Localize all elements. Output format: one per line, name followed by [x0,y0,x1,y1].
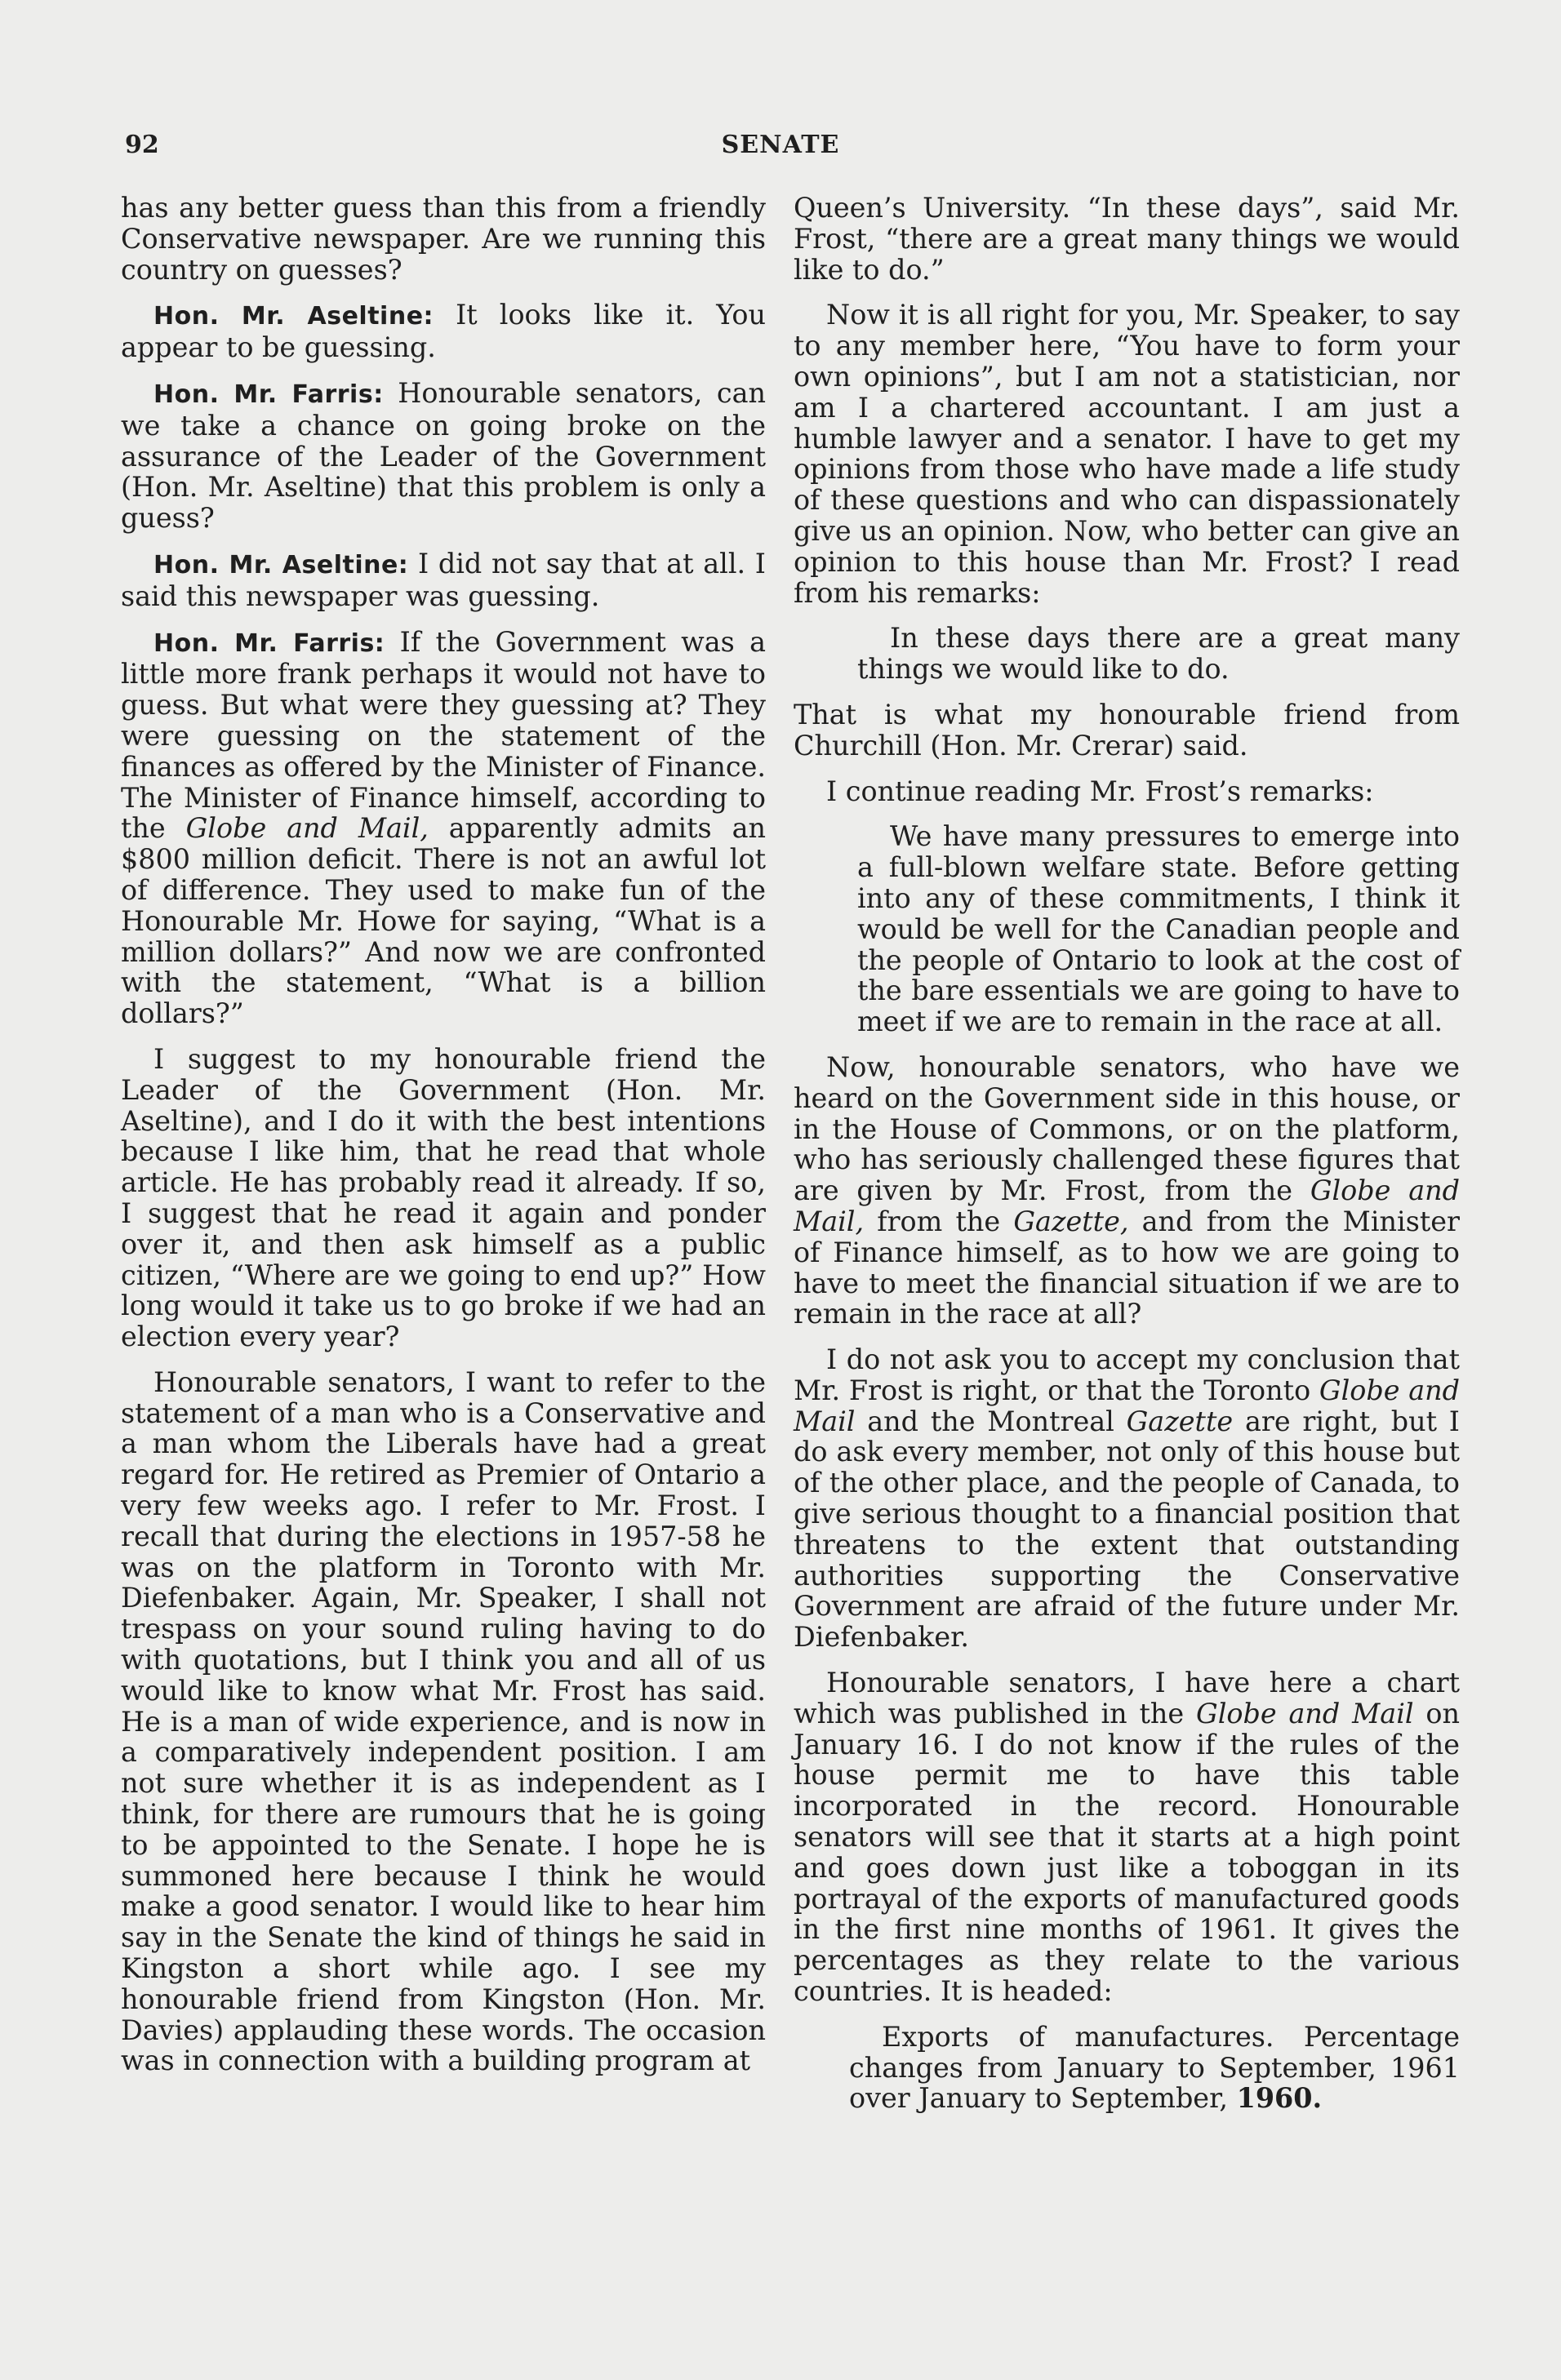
paragraph-text: I continue reading Mr. Frost’s remarks: [826,775,1374,807]
paragraph [121,193,766,285]
newspaper-title: Globe and Mail [1196,1697,1414,1729]
quote-year: 1960. [1236,2082,1323,2115]
table-heading-quote [849,2022,1460,2114]
page-header [0,131,1561,167]
speech-text: Honourable senators, can we take a chance on going broke on the assurance of the Leader of the Government (Hon. Mr. Aseltine) that this problem is only a guess? [121,376,767,535]
newspaper-title: Globe and Mail, [794,1174,1460,1237]
newspaper-title: Globe and Mail, [185,812,429,845]
speaker-name: Hon. Mr. Farris: [153,380,384,409]
paragraph [794,1344,1460,1653]
speaker-name: Hon. Mr. Farris: [153,628,385,658]
speech-farris-2 [121,627,766,1029]
paragraph [794,300,1460,608]
paragraph-text: and the Montreal [855,1405,1127,1437]
speech-farris-1 [121,378,766,534]
paragraph [794,193,1460,285]
paragraph-text: Now, honourable senators, who have we heard on the Government side in this house, or in the House of Commons, or on the platform, who has seriously challenged these figures that are given by Mr. Frost, from the [794,1050,1460,1207]
running-head: SENATE [721,131,840,159]
paragraph [121,1367,766,2076]
paragraph [121,1044,766,1352]
paragraph-text: That is what my honourable friend from Churchill (Hon. Mr. Crerar) said. [794,698,1460,762]
paragraph-text: from the [864,1205,1014,1237]
speaker-name: Hon. Mr. Aseltine: [153,302,434,331]
speech-aseltine-1 [121,300,766,363]
speech-text: It looks like it. You appear to be guessing. [121,299,766,364]
quote-text: Exports of manufactures. Percentage changes from January to September, 1961 over January to September, [849,2020,1460,2115]
paragraph-text: has any better guess than this from a friendly Conservative newspaper. Are we running this country on guesses? [121,192,766,286]
left-column [121,193,766,2076]
newspaper-title: Gazette [1126,1405,1234,1437]
speech-text: apparently admits an $800 million deficit. There is not an awful lot of difference. They used to make fun of the Honourable Mr. Howe for saying, “What is a million dollars?” And now we are confronted with the statement, “What is a billion dollars?” [121,812,766,1030]
newspaper-title: Gazette, [1013,1205,1129,1237]
paragraph [794,1667,1460,2007]
right-column [794,193,1460,2114]
paragraph-text: are right, but I do ask every member, not only of this house but of the other place, and the people of Canada, to give serious thought to a financial position that threatens to the extent that outstanding authorities supporting the Conservative Government are afraid of the future under Mr. Diefenbaker. [794,1405,1460,1654]
block-quote [857,821,1460,1037]
paragraph-text: Honourable senators, I have here a chart which was published in the [794,1667,1460,1729]
block-quote [857,623,1460,685]
paragraph-text: and from the Minister of Finance himself, as to how we are going to have to meet the financial situation if we are to remain in the race at all? [794,1205,1460,1330]
paragraph-text: on January 16. I do not know if the rules of the house permit me to have this table incorporated in the record. Honourable senators will see that it starts at a high point and goes down just like a toboggan in its portrayal of the exports of manufactured goods in the first nine months of 1961. It gives the percentages as they relate to the various countries. It is headed: [794,1697,1461,2008]
paragraph-text: Now it is all right for you, Mr. Speaker, to say to any member here, “You have to form your own opinions”, but I am not a statistician, nor am I a chartered accountant. I am just a humble lawyer and a senator. I have to get my opinions from those who have made a life study of these questions and who can dispassionately give us an opinion. Now, who better can give an opinion to this house than Mr. Frost? I read from his remarks: [794,299,1460,609]
paragraph [794,1052,1460,1330]
speech-text: I did not say that at all. I said this newspaper was guessing. [121,547,766,612]
page-number: 92 [125,131,159,159]
paragraph-text: Queen’s University. “In these days”, said Mr. Frost, “there are a great many things we would like to do.” [794,192,1460,286]
speaker-name: Hon. Mr. Aseltine: [153,550,409,579]
paragraph-text: I suggest to my honourable friend the Leader of the Government (Hon. Mr. Aseltine), and I do it with the best intentions because I like him, that he read that whole article. He has probably read it already. If so, I suggest that he read it again and ponder over it, and then ask himself as a public citizen, “Where are we going to end up?” How long would it take us to go broke if we had an election every year? [121,1042,766,1353]
paragraph-text: Honourable senators, I want to refer to the statement of a man who is a Conservative and a man whom the Liberals have had a great regard for. He retired as Premier of Ontario a very few weeks ago. I refer to Mr. Frost. I recall that during the elections in 1957-58 he was on the platform in Toronto with Mr. Diefenbaker. Again, Mr. Speaker, I shall not trespass on your sound ruling having to do with quotations, but I think you and all of us would like to know what Mr. Frost has said. He is a man of wide experience, and is now in a comparatively independent position. I am not sure whether it is as independent as I think, for there are rumours that he is going to be appointed to the Senate. I hope he is summoned here because I think he would make a good senator. I would like to hear him say in the Senate the kind of things he said in Kingston a short while ago. I see my honourable friend from Kingston (Hon. Mr. Davies) applauding these words. The occasion was in connection with a building program at [121,1365,766,2077]
paragraph [794,699,1460,762]
paragraph [794,776,1460,807]
quote-text: We have many pressures to emerge into a full-blown welfare state. Before getting into any of these commitments, I think it would be well for the Canadian people and the people of Ontario to look at the cost of the bare essentials we are going to have to meet if we are to remain in the race at all. [857,820,1460,1038]
newspaper-title: Globe and Mail [794,1374,1460,1437]
speech-text: If the Government was a little more frank perhaps it would not have to guess. But what were they guessing at? They were guessing on the statement of the finances as offered by the Minister of Finance. The Minister of Finance himself, according to the [121,625,766,845]
quote-text: In these days there are a great many things we would like to do. [857,622,1460,686]
speech-aseltine-2 [121,548,766,612]
paragraph-text: I do not ask you to accept my conclusion that Mr. Frost is right, or that the Toronto [794,1343,1460,1406]
